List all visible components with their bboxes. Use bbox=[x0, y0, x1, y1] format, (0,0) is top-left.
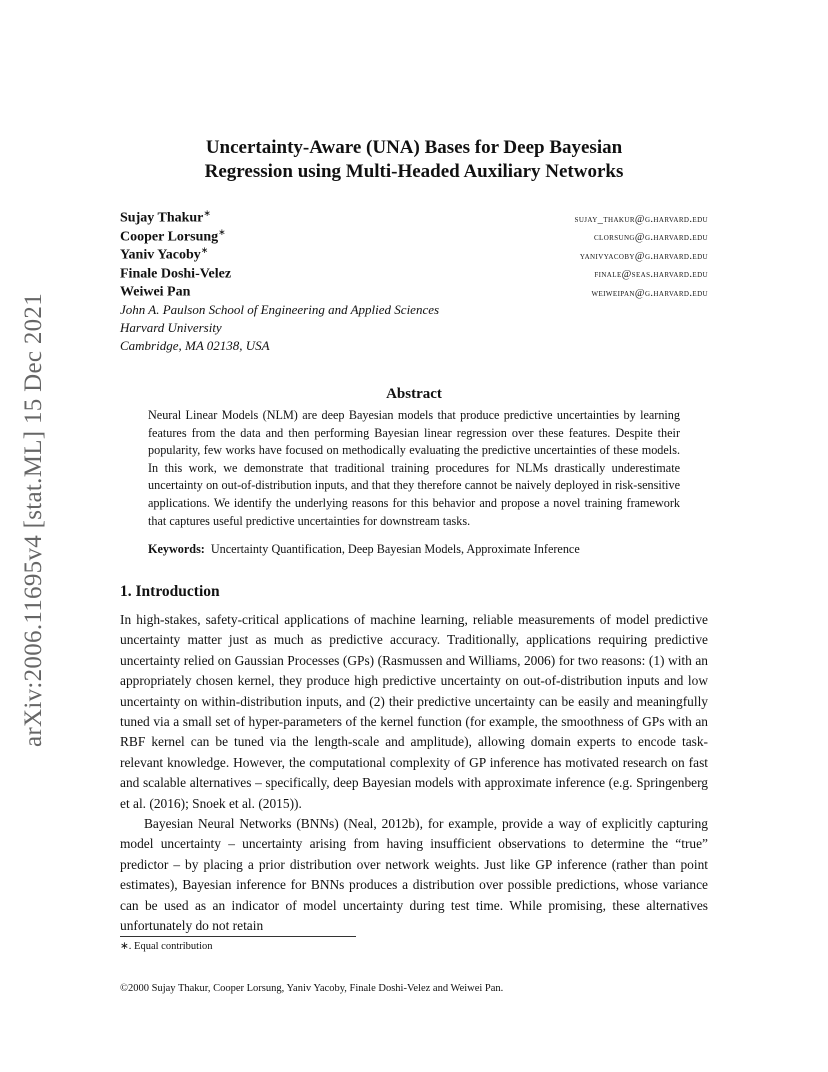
footnote-rule bbox=[120, 936, 356, 937]
author-name: Cooper Lorsung∗ bbox=[120, 226, 226, 245]
affiliation-line: John A. Paulson School of Engineering and Applied Sciences bbox=[120, 301, 440, 317]
author-email[interactable]: weiweipan@g.harvard.edu bbox=[591, 287, 708, 299]
author-email[interactable]: clorsung@g.harvard.edu bbox=[593, 232, 708, 244]
paragraph: Bayesian Neural Networks (BNNs) (Neal, 2012b), for example, provide a way of explicitly capturing model uncertainty – uncertainty arising from having insufficient observations to determine the “true” predictor – by placing a prior distribution over network weights. Just like GP inference (rather than point estimates), Bayesian inference for BNNs produces a distribution over possible predictions, whose variance can be used as an indicator of model uncertainty during test time. While promising, these alternatives unfortunately do not retain bbox=[120, 816, 708, 934]
affiliation-line: Cambridge, MA 02138, USA bbox=[120, 337, 270, 353]
author-row bbox=[120, 245, 708, 264]
author-name: Finale Doshi-Velez bbox=[120, 266, 232, 282]
abstract-text: Neural Linear Models (NLM) are deep Bayesian models that produce predictive uncertainties by learning features from the data and then performing Bayesian linear regression over these features. Despite their popularity, few works have focused on methodically evaluating the predictive uncertainties of these models. In this work, we demonstrate that traditional training procedures for NLMs drastically underestimate uncertainty on out-of-distribution inputs, and that they therefore cannot be naively deployed in risk-sensitive applications. We identify the underlying reasons for this behavior and propose a novel training framework that captures useful predictive uncertainties for downstream tasks. bbox=[148, 408, 680, 528]
author-row bbox=[120, 227, 708, 246]
author-row bbox=[120, 264, 708, 283]
copyright: ©2000 Sujay Thakur, Cooper Lorsung, Yaniv Yacoby, Finale Doshi-Velez and Weiwei Pan. bbox=[120, 983, 504, 994]
author-row bbox=[120, 208, 708, 227]
title-line-1: Uncertainty-Aware (UNA) Bases for Deep Bayesian bbox=[205, 137, 623, 158]
author-email[interactable]: yanivyacoby@g.harvard.edu bbox=[579, 250, 708, 262]
paragraph: In high-stakes, safety-critical applications of machine learning, reliable measurements of model predictive uncertainty matter just as much as predictive accuracy. Traditionally, applications requiring predictive uncertainty relied on Gaussian Processes (GPs) (Rasmussen and Williams, 2006) for two reasons: (1) with an appropriately chosen kernel, they produce high predictive uncertainty on out-of-distribution inputs and low uncertainty on within-distribution inputs, and (2) their predictive uncertainty can be easily and meaningfully tuned via a small set of hyper-parameters of the kernel function (for example, the smoothness of GPs with an RBF kernel can be tuned via the length-scale and amplitude), allowing domain experts to encode task-relevant knowledge. However, the computational complexity of GP inference has motivated research on fast and scalable alternatives – specifically, deep Bayesian models with approximate inference (e.g. Springenberg et al. (2016); Snoek et al. (2015)). bbox=[120, 612, 708, 811]
affiliation-line: Harvard University bbox=[120, 319, 222, 335]
paper-title bbox=[120, 136, 708, 184]
keywords bbox=[148, 542, 688, 557]
author-row bbox=[120, 282, 708, 301]
arxiv-stamp-text: arXiv:2006.11695v4 [stat.ML] 15 Dec 2021 bbox=[20, 292, 47, 748]
author-email[interactable]: finale@seas.harvard.edu bbox=[594, 269, 708, 281]
abstract-heading: Abstract bbox=[386, 386, 442, 402]
author-email[interactable]: sujay_thakur@g.harvard.edu bbox=[574, 213, 708, 225]
body-text bbox=[120, 610, 708, 937]
title-line-2: Regression using Multi-Headed Auxiliary Networks bbox=[204, 161, 624, 182]
keywords-label: Keywords: bbox=[148, 542, 205, 556]
keywords-text: Uncertainty Quantification, Deep Bayesian Models, Approximate Inference bbox=[210, 542, 580, 556]
author-name: Sujay Thakur∗ bbox=[120, 208, 211, 226]
footnote: ∗. Equal contribution bbox=[120, 941, 213, 952]
affiliation bbox=[120, 301, 708, 355]
author-name: Weiwei Pan bbox=[120, 284, 191, 300]
arxiv-stamp bbox=[0, 0, 60, 1072]
section-heading: 1. Introduction bbox=[120, 583, 220, 600]
author-name: Yaniv Yacoby∗ bbox=[120, 245, 209, 263]
author-block bbox=[120, 208, 708, 355]
